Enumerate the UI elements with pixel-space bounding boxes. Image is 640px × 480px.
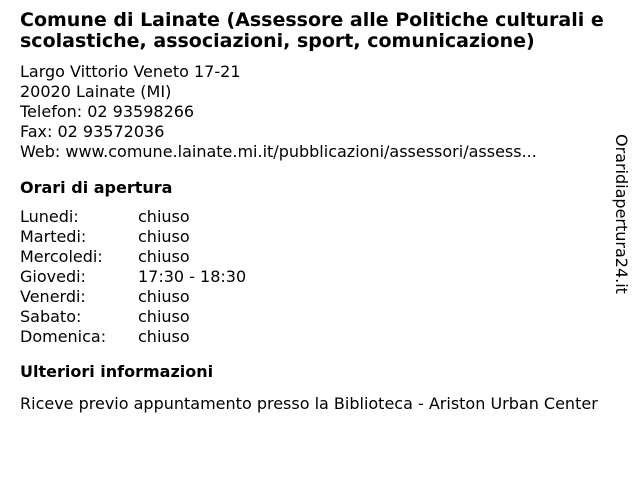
hours-time: chiuso (138, 227, 190, 246)
hours-time: chiuso (138, 307, 190, 326)
contact-block (20, 62, 620, 162)
opening-hours-heading: Orari di apertura (20, 178, 173, 197)
hours-day: Venerdi: (20, 287, 86, 306)
hours-row-saturday (20, 307, 620, 327)
hours-time: chiuso (138, 247, 190, 266)
hours-row-tuesday (20, 227, 620, 247)
hours-day: Martedi: (20, 227, 87, 246)
hours-row-monday (20, 207, 620, 227)
address-city: 20020 Lainate (MI) (20, 82, 172, 101)
hours-day: Mercoledi: (20, 247, 103, 266)
hours-row-wednesday (20, 247, 620, 267)
further-info-text: Riceve previo appuntamento presso la Biblioteca - Ariston Urban Center (20, 394, 598, 413)
hours-day: Giovedi: (20, 267, 86, 286)
hours-time: chiuso (138, 327, 190, 346)
hours-day: Lunedi: (20, 207, 79, 226)
hours-row-thursday (20, 267, 620, 287)
hours-time: 17:30 - 18:30 (138, 267, 247, 286)
address-street: Largo Vittorio Veneto 17-21 (20, 62, 241, 81)
hours-time: chiuso (138, 287, 190, 306)
site-watermark: Oraridiapertura24.it (612, 134, 631, 294)
website-link[interactable]: Web: www.comune.lainate.mi.it/pubblicazioni/assessori/assess... (20, 142, 537, 161)
page-title: Comune di Lainate (Assessore alle Politiche culturali e scolastiche, associazioni, sport, comunicazione) (20, 9, 604, 52)
opening-hours-table (20, 207, 620, 347)
hours-row-sunday (20, 327, 620, 347)
hours-day: Sabato: (20, 307, 82, 326)
phone-number: Telefon: 02 93598266 (20, 102, 195, 121)
hours-time: chiuso (138, 207, 190, 226)
hours-row-friday (20, 287, 620, 307)
fax-number: Fax: 02 93572036 (20, 122, 165, 141)
further-info-heading: Ulteriori informazioni (20, 362, 214, 381)
hours-day: Domenica: (20, 327, 107, 346)
listing-card (20, 10, 620, 414)
